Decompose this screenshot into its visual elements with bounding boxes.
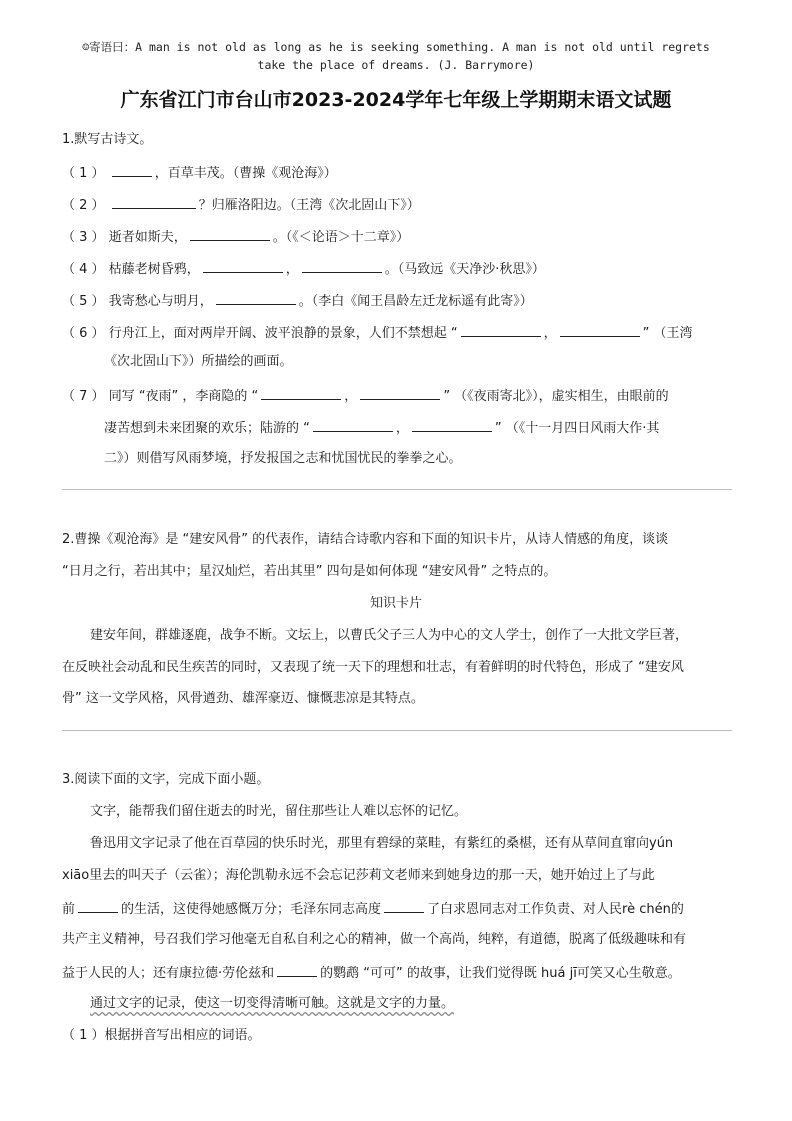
q1-item-3 — [62, 226, 409, 248]
q3-paragraph-2-line-2: xiāo里去的叫天子（云雀）；海伦凯勒永远不会忘记莎莉文老师来到她身边的那一天，她开始过上了与此 — [62, 868, 655, 883]
q3-paragraph-2-line-3 — [62, 898, 684, 920]
answer-blank[interactable] — [560, 322, 640, 337]
q1-item-4 — [62, 258, 545, 280]
answer-blank[interactable] — [461, 322, 541, 337]
q3-sub-question-1: （ 1 ）根据拼音写出相应的词语。 — [62, 1028, 261, 1043]
item-text: 的生活，这使得她感慨万分；毛泽东同志高度 — [121, 902, 382, 917]
item-text: 枯藤老树昏鸦， — [108, 262, 200, 277]
section-divider — [62, 489, 732, 490]
item-text: 。（李白《闻王昌龄左迁龙标遥有此寄》） — [298, 294, 533, 309]
q1-item-5 — [62, 290, 533, 312]
item-text: ， — [285, 262, 299, 277]
q3-paragraph-3 — [90, 994, 454, 1014]
motto — [40, 38, 752, 74]
q3-paragraph-2-line-4: 共产主义精神，号召我们学习他毫无自私自利之心的精神，做一个高尚，纯粹，有道德，脱离了低级趣味和有 — [62, 932, 687, 947]
answer-blank[interactable] — [261, 385, 341, 400]
item-text: 凄苦想到未来团聚的欢乐；陆游的 “ — [104, 421, 310, 436]
knowledge-card-line-2: 在反映社会动乱和民生疾苦的同时，又表现了统一天下的理想和壮志，有着鲜明的时代特色，形成了 “建安风 — [62, 660, 684, 675]
item-number: （ 2 ） — [62, 198, 105, 213]
item-text: 逝者如斯夫， — [108, 230, 187, 245]
q3-paragraph-2-line-1: 鲁迅用文字记录了他在百草园的快乐时光，那里有碧绿的菜畦，有紫红的桑椹，还有从草间直窜向yún — [90, 836, 674, 851]
answer-blank[interactable] — [384, 898, 424, 913]
motto-line-1: ☺寄语曰：A man is not old as long as he is seeking something. A man is not old until regrets — [82, 40, 710, 54]
item-number: （ 1 ） — [62, 166, 105, 181]
q3-stem: 3.阅读下面的文字，完成下面小题。 — [62, 772, 270, 787]
item-number: （ 7 ） — [62, 389, 105, 404]
item-text: 行舟江上，面对两岸开阔、波平浪静的景象，人们不禁想起 “ — [108, 326, 458, 341]
item-text: ，百草丰茂。（曹操《观沧海》） — [154, 166, 337, 181]
answer-blank[interactable] — [302, 258, 382, 273]
answer-blank[interactable] — [78, 898, 118, 913]
answer-blank[interactable] — [360, 385, 440, 400]
q1-item-6 — [62, 322, 692, 344]
page-title: 广东省江门市台山市2023-2024学年七年级上学期期末语文试题 — [120, 89, 672, 111]
item-text: 的鹦鹉 “可可” 的故事，让我们觉得既 huá jī可笑又心生敬意。 — [320, 966, 681, 981]
motto-line-2: take the place of dreams. (J. Barrymore) — [257, 58, 535, 72]
q2-stem-line-1: 2.曹操《观沧海》是 “建安风骨” 的代表作，请结合诗歌内容和下面的知识卡片，从诗人情感的角度，谈谈 — [62, 532, 669, 547]
item-number: （ 6 ） — [62, 326, 105, 341]
answer-blank[interactable] — [190, 226, 270, 241]
wavy-underlined-text: 通过文字的记录，使这一切变得清晰可触。这就是文字的力量。 — [90, 996, 455, 1011]
section-divider — [62, 730, 732, 731]
answer-blank[interactable] — [216, 290, 296, 305]
q2-stem-line-2: “日月之行，若出其中；星汉灿烂，若出其里” 四句是如何体现 “建安风骨” 之特点的。 — [62, 564, 557, 579]
item-text: 益于人民的人；还有康拉德·劳伦兹和 — [62, 966, 275, 981]
item-text: 。（《＜论语＞十二章》） — [272, 230, 410, 245]
answer-blank[interactable] — [412, 417, 492, 432]
q1-item-1 — [62, 162, 337, 184]
answer-blank[interactable] — [277, 962, 317, 977]
q1-item-6-cont: 《次北固山下》）所描绘的画面。 — [104, 354, 293, 369]
q1-item-7 — [62, 385, 669, 407]
q3-paragraph-1: 文字，能帮我们留住逝去的时光，留住那些让人难以忘怀的记忆。 — [90, 804, 468, 819]
item-text: 了白求恩同志对工作负责、对人民rè chén的 — [427, 902, 684, 917]
q3-paragraph-2-line-5 — [62, 962, 681, 984]
item-text: ， — [543, 326, 557, 341]
item-text: 。（马致远《天净沙·秋思》） — [384, 262, 545, 277]
answer-blank[interactable] — [313, 417, 393, 432]
item-number: （ 3 ） — [62, 230, 105, 245]
item-text: ， — [344, 389, 358, 404]
q1-item-7-line-2 — [104, 417, 659, 439]
item-text: ” （王湾 — [642, 326, 693, 341]
item-number: （ 5 ） — [62, 294, 105, 309]
item-text: 前 — [62, 902, 76, 917]
answer-blank[interactable] — [112, 162, 152, 177]
knowledge-card-line-3: 骨” 这一文学风格，风骨遒劲、雄浑豪迈、慷慨悲凉是其特点。 — [62, 691, 424, 706]
q1-stem: 1.默写古诗文。 — [62, 132, 153, 147]
item-text: ” （《十一月四日风雨大作·其 — [494, 421, 660, 436]
item-text: ” （《夜雨寄北》），虚实相生，由眼前的 — [443, 389, 669, 404]
q1-item-7-line-3: 二》）则借写风雨梦境，抒发报国之志和忧国忧民的拳拳之心。 — [104, 451, 462, 466]
q1-item-2 — [62, 194, 420, 216]
knowledge-card-title: 知识卡片 — [369, 596, 422, 611]
item-text: ？归雁洛阳边。（王湾《次北固山下》） — [198, 198, 420, 213]
item-text: ， — [395, 421, 409, 436]
answer-blank[interactable] — [203, 258, 283, 273]
knowledge-card-line-1: 建安年间，群雄逐鹿，战争不断。文坛上，以曹氏父子三人为中心的文人学士，创作了一大批文学巨著， — [90, 628, 689, 643]
item-text: 我寄愁心与明月， — [108, 294, 213, 309]
item-number: （ 4 ） — [62, 262, 105, 277]
item-text: 同写 “夜雨” ，李商隐的 “ — [108, 389, 259, 404]
answer-blank[interactable] — [112, 194, 196, 209]
